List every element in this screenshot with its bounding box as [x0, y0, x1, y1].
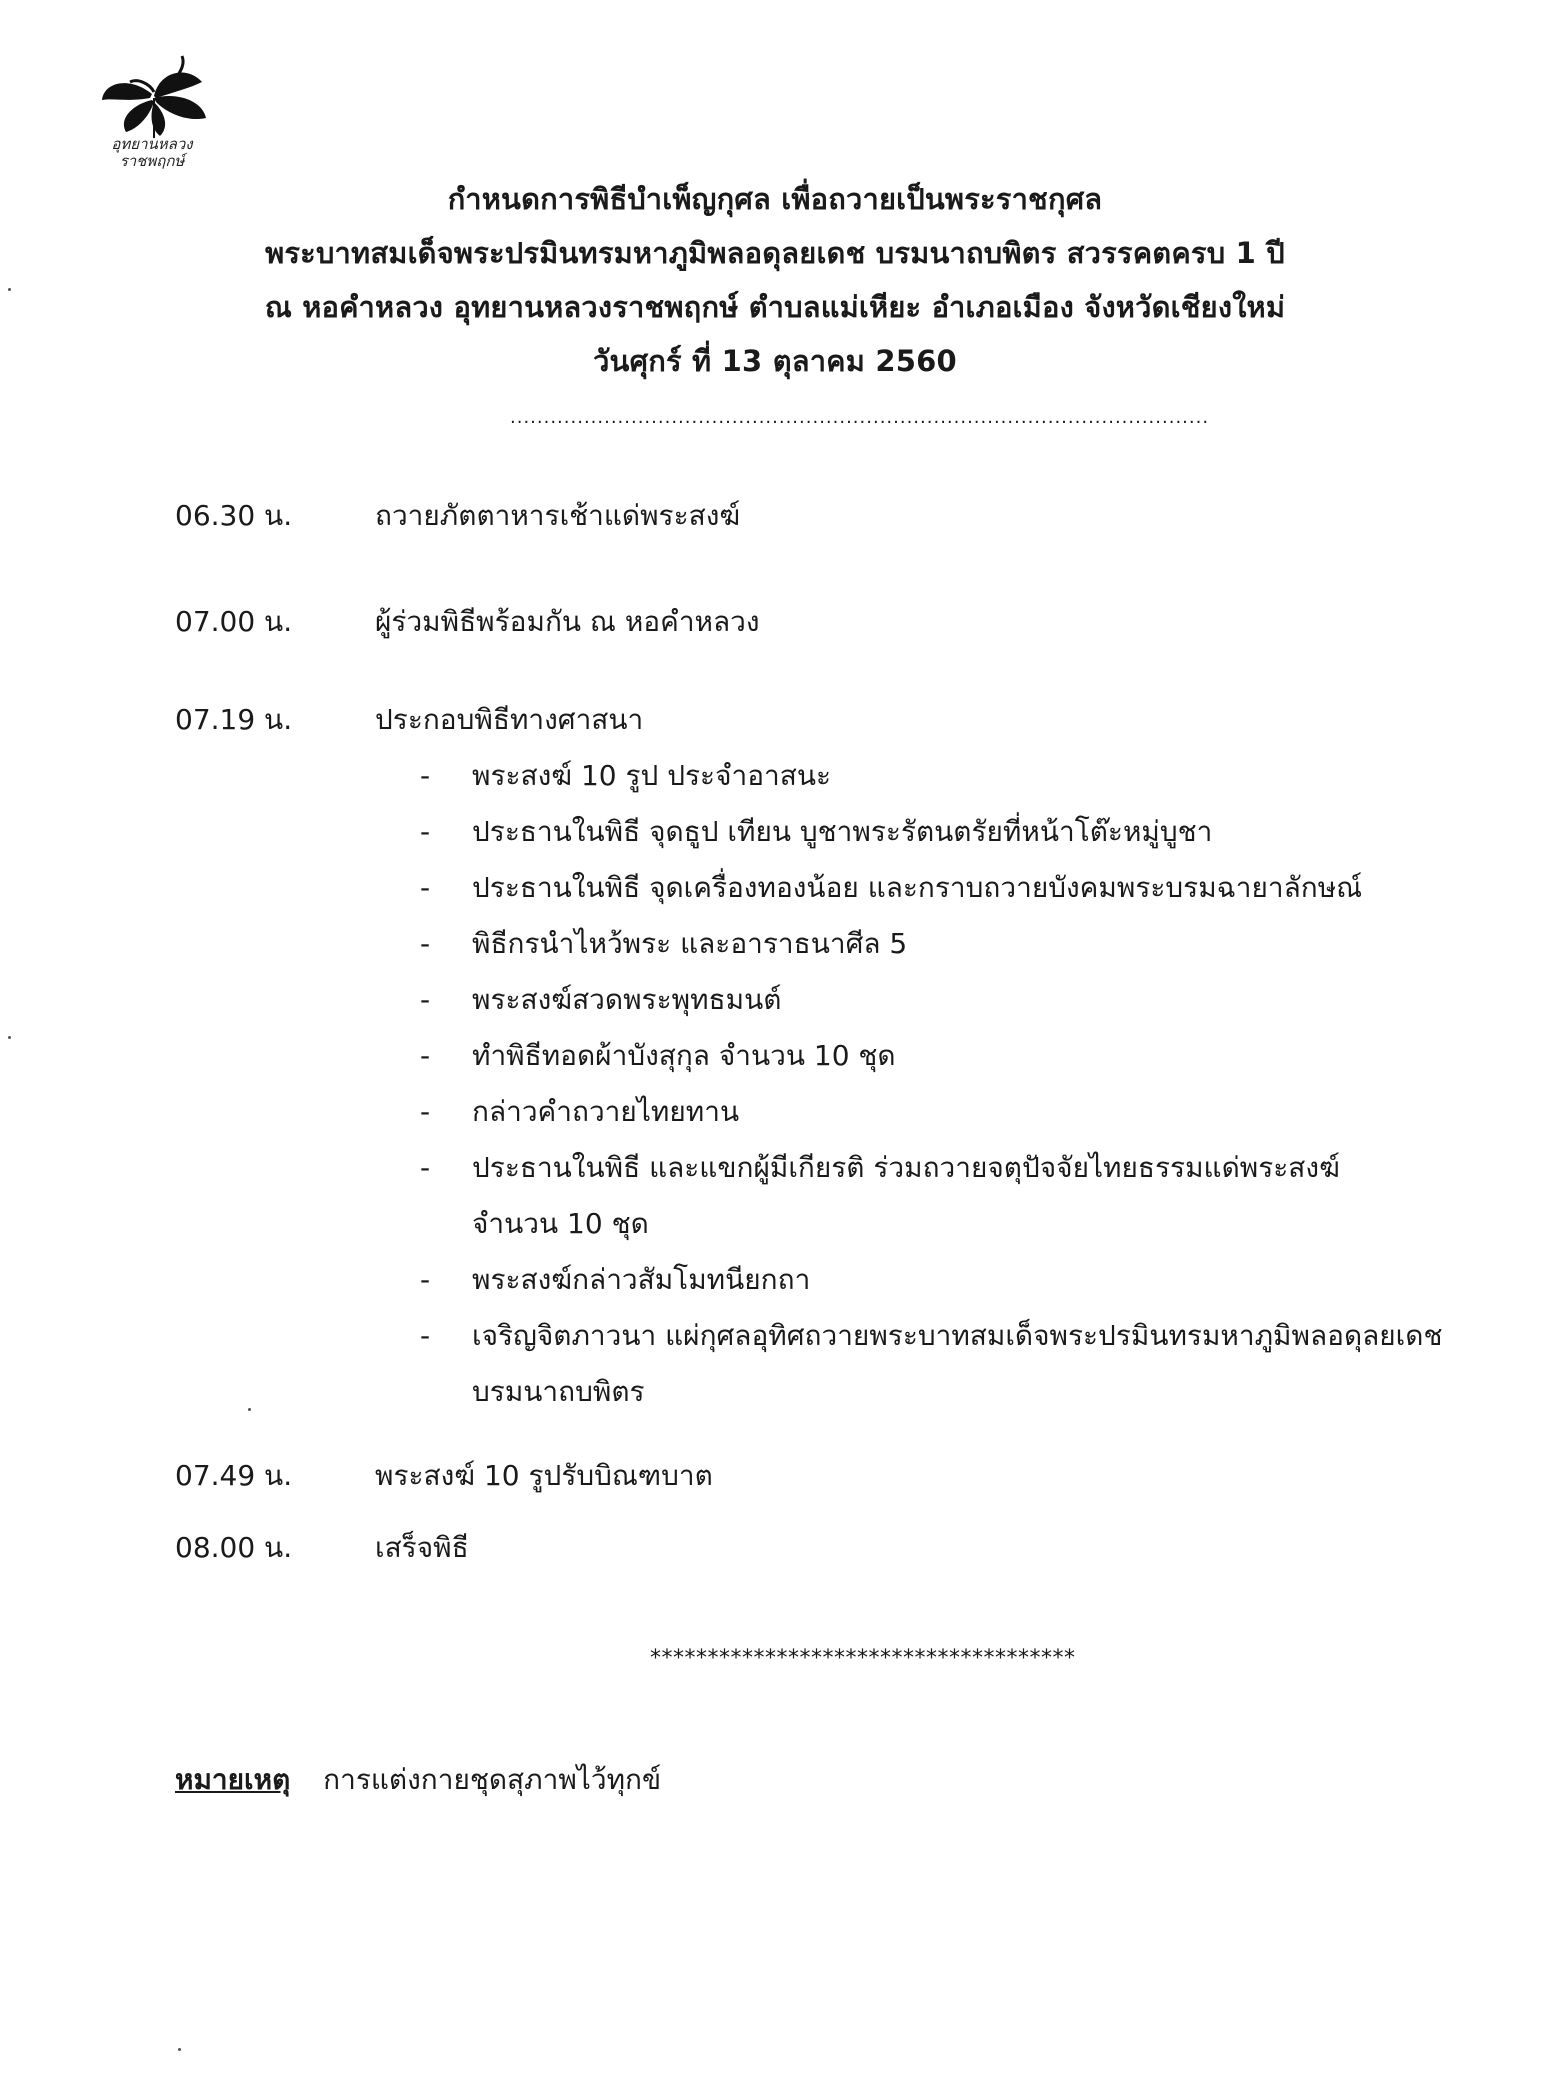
ceremony-item-text: พระสงฆ์ 10 รูป ประจำอาสนะ	[472, 759, 832, 792]
list-dash: -	[420, 1039, 431, 1072]
list-dash: -	[420, 983, 431, 1016]
schedule-desc: พระสงฆ์ 10 รูปรับบิณฑบาต	[375, 1459, 713, 1492]
logo-text	[82, 136, 222, 170]
ceremony-item-text: บรมนาถบพิตร	[472, 1375, 645, 1408]
ceremony-item-text: จำนวน 10 ชุด	[472, 1207, 649, 1240]
ceremony-item-text: พระสงฆ์กล่าวสัมโมทนียกถา	[472, 1263, 811, 1296]
list-dash: -	[420, 815, 431, 848]
scan-speck	[8, 288, 11, 291]
schedule-desc: ประกอบพิธีทางศาสนา	[375, 703, 644, 736]
schedule-time: 08.00 น.	[175, 1531, 293, 1564]
list-dash: -	[420, 871, 431, 904]
scan-speck	[8, 1036, 11, 1039]
schedule-desc: ผู้ร่วมพิธีพร้อมกัน ณ หอคำหลวง	[375, 605, 760, 638]
schedule-time: 07.19 น.	[175, 703, 293, 736]
list-dash: -	[420, 1319, 431, 1352]
ceremony-item-text: ประธานในพิธี จุดธูป เทียน บูชาพระรัตนตรัยที่หน้าโต๊ะหมู่บูชา	[472, 815, 1213, 848]
ceremony-item-text: เจริญจิตภาวนา แผ่กุศลอุทิศถวายพระบาทสมเด็จพระปรมินทรมหาภูมิพลอดุลยเดช	[472, 1319, 1443, 1352]
header-dotted-divider: ........................................................................................................	[510, 407, 1210, 428]
ceremony-item-text: พิธีกรนำไหว้พระ และอาราธนาศีล 5	[472, 927, 908, 960]
header-date-line: วันศุกร์ ที่ 13 ตุลาคม 2560	[593, 344, 957, 378]
schedule-time: 07.00 น.	[175, 605, 293, 638]
scan-speck	[248, 1408, 251, 1411]
header-title-line2: พระบาทสมเด็จพระปรมินทรมหาภูมิพลอดุลยเดช บรมนาถบพิตร สวรรคตครบ 1 ปี	[265, 236, 1285, 270]
leaf-plant-logo-icon	[90, 52, 214, 138]
remark-text: การแต่งกายชุดสุภาพไว้ทุกข์	[323, 1763, 662, 1796]
list-dash: -	[420, 759, 431, 792]
ceremony-item-text: พระสงฆ์สวดพระพุทธมนต์	[472, 983, 782, 1016]
header-venue-line: ณ หอคำหลวง อุทยานหลวงราชพฤกษ์ ตำบลแม่เหียะ อำเภอเมือง จังหวัดเชียงใหม่	[264, 290, 1286, 324]
remark-label: หมายเหตุ	[175, 1763, 291, 1796]
ceremony-item-text: ทำพิธีทอดผ้าบังสุกุล จำนวน 10 ชุด	[472, 1039, 896, 1072]
schedule-time: 07.49 น.	[175, 1459, 293, 1492]
list-dash: -	[420, 1263, 431, 1296]
schedule-desc: ถวายภัตตาหารเช้าแด่พระสงฆ์	[375, 499, 741, 532]
scan-speck	[178, 2048, 181, 2051]
schedule-time: 06.30 น.	[175, 499, 293, 532]
logo-text-line1: อุทยานหลวง	[111, 135, 193, 153]
logo-text-line2: ราชพฤกษ์	[119, 152, 185, 170]
schedule-desc: เสร็จพิธี	[375, 1531, 469, 1564]
list-dash: -	[420, 1095, 431, 1128]
header-title-line1: กำหนดการพิธีบำเพ็ญกุศล เพื่อถวายเป็นพระราชกุศล	[447, 182, 1103, 216]
ceremony-item-text: กล่าวคำถวายไทยทาน	[472, 1095, 740, 1128]
document-header	[0, 172, 1550, 388]
asterisk-divider: *************************************	[650, 1646, 1076, 1671]
list-dash: -	[420, 1151, 431, 1184]
logo	[82, 52, 222, 192]
ceremony-item-text: ประธานในพิธี และแขกผู้มีเกียรติ ร่วมถวายจตุปัจจัยไทยธรรมแด่พระสงฆ์	[472, 1151, 1340, 1184]
ceremony-item-text: ประธานในพิธี จุดเครื่องทองน้อย และกราบถวายบังคมพระบรมฉายาลักษณ์	[472, 871, 1363, 904]
remark	[175, 1762, 661, 1798]
list-dash: -	[420, 927, 431, 960]
